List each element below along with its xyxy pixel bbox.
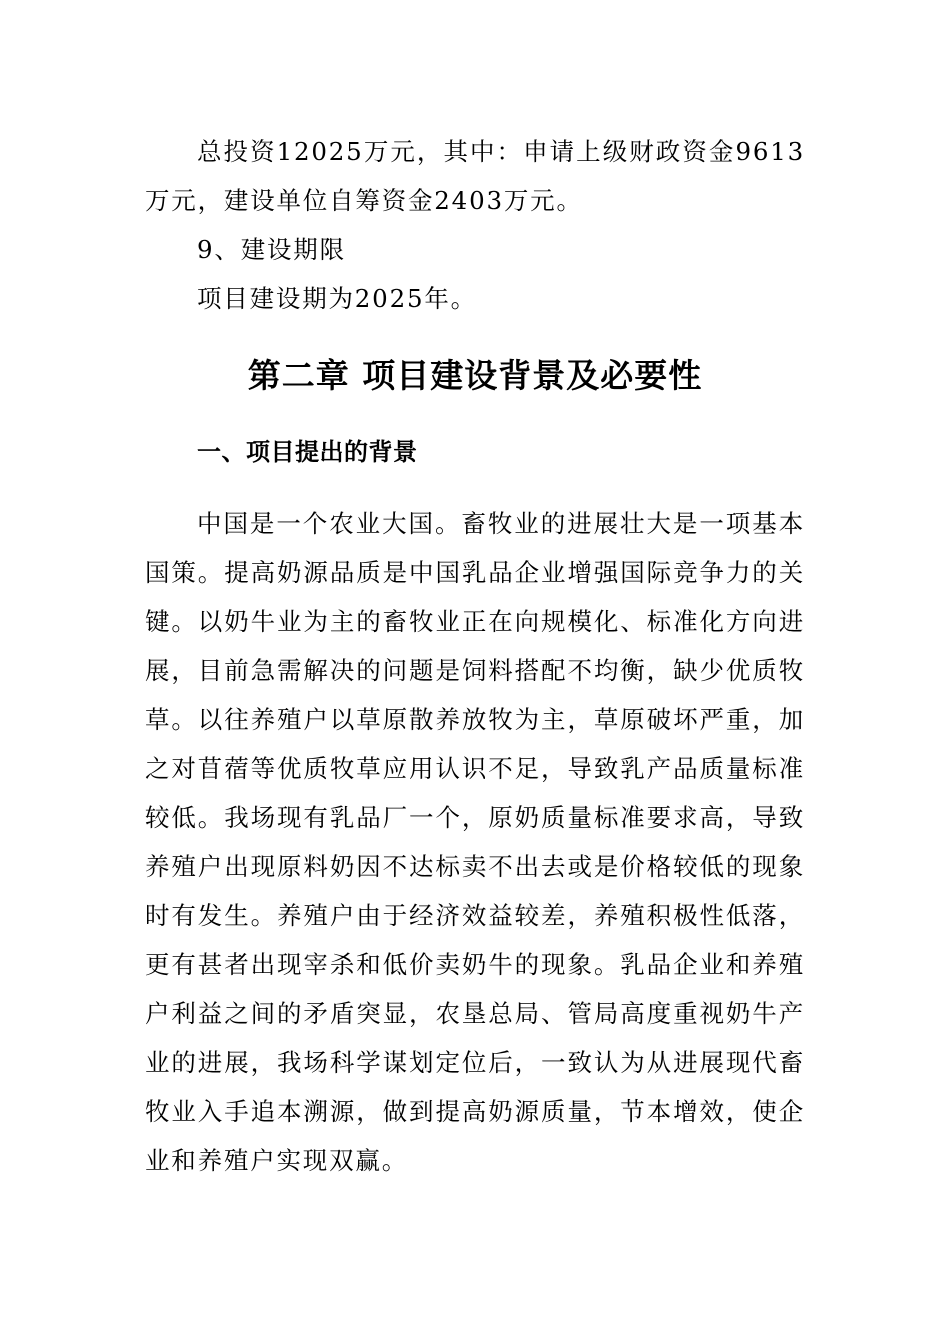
item-9-text: 项目建设期为2025年。 [197,284,477,313]
item-9-heading: 9、建设期限 [197,235,346,264]
section-body-paragraph: 中国是一个农业大国。畜牧业的进展壮大是一项基本国策。提高奶源品质是中国乳品企业增强国际竞争力的关键。以奶牛业为主的畜牧业正在向规模化、标准化方向进展，目前急需解决的问题是饲料搭配不均衡，缺少优质牧草。以往养殖户以草原散养放牧为主，草原破坏严重，加之对苜蓿等优质牧草应用认识不足，导致乳产品质量标准较低。我场现有乳品厂一个，原奶质量标准要求高，导致养殖户出现原料奶因不达标卖不出去或是价格较低的现象时有发生。养殖户由于经济效益较差，养殖积极性低落，更有甚者出现宰杀和低价卖奶牛的现象。乳品企业和养殖户利益之间的矛盾突显，农垦总局、管局高度重视奶牛产业的进展，我场科学谋划定位后，一致认为从进展现代畜牧业入手追本溯源，做到提高奶源质量，节本增效，使企业和养殖户实现双赢。 [145,509,805,1175]
chapter-title: 第二章 项目建设背景及必要性 [247,356,703,395]
investment-paragraph: 总投资12025万元，其中：申请上级财政资金9613万元，建设单位自筹资金2403万元。 [145,137,805,215]
section-heading: 一、项目提出的背景 [197,438,418,466]
